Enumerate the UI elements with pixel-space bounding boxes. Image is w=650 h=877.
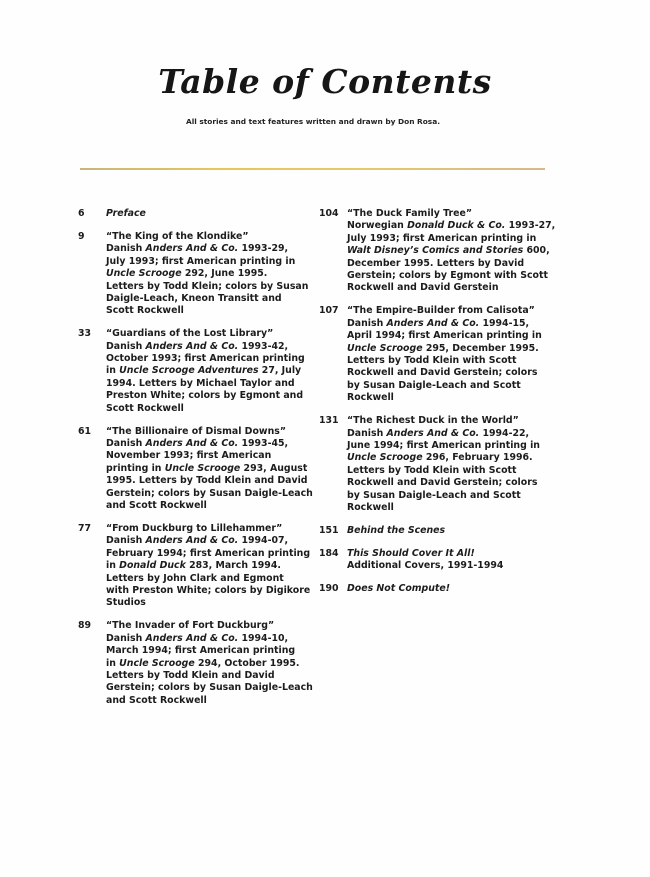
story-title: “The Duck Family Tree”: [347, 208, 472, 219]
publication-name: Donald Duck: [119, 560, 186, 572]
publication-name: Anders And & Co.: [145, 535, 239, 547]
credit-text: Norwegian: [347, 220, 408, 232]
publication-line: [347, 330, 559, 342]
feature-title: Preface: [106, 208, 146, 219]
publication-name: Uncle Scrooge: [119, 657, 195, 669]
credit-text: 1993-45,: [238, 438, 289, 449]
credit-text: by Susan Daigle-Leach and Scott: [347, 489, 521, 501]
publication-name: Anders And & Co.: [145, 340, 239, 352]
story-title: “The Richest Duck in the World”: [347, 415, 519, 427]
story-title: “The Invader of Fort Duckburg”: [106, 620, 275, 632]
publication-line: [347, 282, 559, 294]
credit-text: June 1994; first American printing in: [347, 439, 540, 451]
credit-text: in: [106, 657, 120, 669]
publication-line: [106, 597, 318, 609]
page-subtitle: All stories and text features written and drawn by Don Rosa.: [186, 117, 441, 126]
toc-entry[interactable]: [319, 583, 559, 595]
credit-text: 296, February 1996.: [422, 452, 533, 464]
publication-name: Walt Disney’s Comics and Stories: [347, 245, 524, 257]
credit-text: Rockwell and David Gerstein; colors: [347, 477, 538, 489]
credit-text: March 1994; first American printing: [106, 645, 296, 657]
credit-text: July 1993; first American printing in: [106, 255, 296, 267]
credit-text: 292, June 1995.: [181, 268, 268, 280]
publication-line: [347, 452, 559, 464]
publication-line: [347, 270, 559, 282]
publication-line: [347, 502, 559, 514]
credit-text: 293, August: [240, 462, 308, 474]
publication-line: [347, 220, 559, 232]
entry-body: [106, 231, 318, 318]
story-title: “From Duckburg to Lillehammer”: [106, 522, 283, 534]
feature-title: Behind the Scenes: [347, 524, 446, 536]
story-title: “The King of the Klondike”: [106, 230, 249, 242]
entry-body: [106, 426, 318, 513]
publication-line: [106, 585, 318, 597]
credit-text: October 1993; first American printing: [106, 353, 305, 365]
credit-text: Daigle-Leach, Kneon Transitt and: [106, 292, 282, 304]
publication-name: Anders And & Co.: [145, 243, 239, 255]
toc-entry[interactable]: [78, 231, 318, 318]
credit-text: Gerstein; colors by Susan Daigle-Leach: [106, 682, 313, 694]
publication-name: Uncle Scrooge: [347, 342, 423, 354]
publication-name: Uncle Scrooge: [164, 462, 241, 474]
publication-line: [106, 243, 318, 255]
credit-text: Rockwell and David Gerstein: [347, 282, 499, 294]
credit-text: 1993-29,: [238, 243, 289, 255]
toc-left-column: [78, 208, 318, 718]
credit-text: Rockwell and David Gerstein; colors: [347, 367, 538, 379]
page-number: 107: [319, 305, 339, 317]
publication-line: [347, 355, 559, 367]
entry-body: [106, 523, 318, 610]
toc-entry[interactable]: [78, 426, 318, 513]
publication-line: [347, 380, 559, 392]
credit-text: in: [106, 365, 120, 377]
publication-line: [106, 560, 318, 572]
publication-line: [347, 490, 559, 502]
credit-text: 294, October 1995.: [194, 657, 300, 669]
page-number: 61: [78, 425, 92, 437]
publication-name: Anders And & Co.: [145, 632, 239, 644]
credit-text: 1993-27,: [505, 220, 556, 232]
credit-text: Studios: [106, 597, 146, 609]
entry-body: [347, 548, 559, 573]
publication-line: [106, 633, 318, 645]
credit-text: Letters by John Clark and Egmont: [106, 572, 284, 584]
entry-body: [347, 208, 559, 295]
page-number: 151: [319, 524, 339, 536]
credit-text: Danish: [106, 243, 146, 255]
credit-text: 1994-07,: [238, 535, 289, 547]
credit-text: 27, July: [258, 365, 302, 377]
toc-entry[interactable]: [319, 415, 559, 514]
entry-body: [347, 305, 559, 404]
publication-line: [106, 463, 318, 475]
publication-name: Uncle Scrooge Adventures: [119, 365, 259, 377]
toc-entry[interactable]: [78, 328, 318, 415]
publication-line: [347, 343, 559, 355]
publication-name: Anders And & Co.: [145, 438, 239, 449]
entry-body: [106, 208, 318, 220]
credit-text: by Susan Daigle-Leach and Scott: [347, 379, 521, 391]
credit-text: Rockwell: [347, 501, 394, 513]
page-number: 77: [78, 522, 92, 534]
publication-line: [347, 465, 559, 477]
credit-text: 1995. Letters by Todd Klein and David: [106, 475, 308, 487]
divider-rule: [80, 168, 545, 170]
publication-line: [106, 535, 318, 547]
toc-entry[interactable]: [319, 525, 559, 537]
entry-body: [106, 328, 318, 415]
credit-text: Danish: [106, 535, 146, 547]
publication-line: [106, 268, 318, 280]
credit-text: Additional Covers, 1991-1994: [347, 560, 504, 572]
publication-line: [106, 450, 318, 462]
credit-text: Danish: [106, 340, 146, 352]
page-number: 184: [319, 547, 339, 559]
publication-line: [106, 378, 318, 390]
credit-text: 600,: [523, 245, 550, 257]
credit-text: Rockwell: [347, 392, 394, 404]
publication-line: [106, 438, 318, 450]
publication-line: [106, 645, 318, 657]
toc-entry[interactable]: [319, 305, 559, 404]
publication-line: [106, 365, 318, 377]
publication-line: [106, 670, 318, 682]
story-title: “The Empire-Builder from Calisota”: [347, 305, 535, 317]
publication-line: [106, 341, 318, 353]
publication-line: [347, 428, 559, 440]
feature-title: This Should Cover It All!: [347, 547, 475, 559]
story-title: “Guardians of the Lost Library”: [106, 328, 274, 340]
publication-line: [106, 488, 318, 500]
toc-entry[interactable]: [78, 523, 318, 610]
toc-right-column: [319, 208, 559, 606]
entry-body: [347, 415, 559, 514]
publication-line: [347, 318, 559, 330]
credit-text: printing in: [106, 462, 165, 474]
credit-text: Letters by Todd Klein with Scott: [347, 354, 517, 366]
credit-text: Gerstein; colors by Egmont with Scott: [347, 270, 548, 282]
publication-name: Anders And & Co.: [386, 317, 480, 329]
toc-entry[interactable]: [319, 208, 559, 295]
page-title: Table of Contents: [158, 62, 492, 101]
credit-text: in: [106, 560, 120, 572]
publication-line: [347, 245, 559, 257]
page-number: 89: [78, 620, 92, 632]
page-number: 190: [319, 583, 339, 595]
credit-text: with Preston White; colors by Digikore: [106, 584, 311, 596]
credit-text: and Scott Rockwell: [106, 500, 207, 512]
credit-text: Danish: [347, 317, 387, 329]
entry-body: [106, 620, 318, 707]
credit-text: April 1994; first American printing in: [347, 330, 542, 342]
page-number: 9: [78, 230, 85, 242]
credit-text: Letters by Todd Klein with Scott: [347, 464, 517, 476]
entry-body: [347, 583, 559, 595]
toc-entry[interactable]: [319, 548, 559, 573]
publication-line: [106, 658, 318, 670]
credit-text: Danish: [106, 632, 146, 644]
entry-body: [347, 525, 559, 537]
page-number: 33: [78, 328, 92, 340]
credit-text: and Scott Rockwell: [106, 694, 207, 706]
credit-text: July 1993; first American printing in: [347, 232, 537, 244]
page-number: 131: [319, 415, 339, 427]
toc-entry[interactable]: [78, 208, 318, 220]
publication-name: Uncle Scrooge: [347, 452, 423, 464]
credit-text: 1993-42,: [238, 340, 289, 352]
credit-text: Preston White; colors by Egmont and: [106, 390, 304, 402]
credit-text: December 1995. Letters by David: [347, 257, 525, 269]
publication-line: [106, 500, 318, 512]
publication-line: [106, 475, 318, 487]
credit-text: Scott Rockwell: [106, 402, 184, 414]
publication-line: [347, 560, 559, 572]
page-number: 104: [319, 208, 339, 219]
publication-line: [106, 548, 318, 560]
credit-text: 283, March 1994.: [185, 560, 281, 572]
story-title: “The Billionaire of Dismal Downs”: [106, 425, 286, 437]
credit-text: Danish: [347, 427, 387, 439]
publication-name: Donald Duck & Co.: [407, 220, 506, 232]
publication-line: [347, 258, 559, 270]
publication-line: [106, 353, 318, 365]
credit-text: 1994-15,: [479, 317, 530, 329]
publication-line: [106, 305, 318, 317]
publication-line: [347, 233, 559, 245]
publication-line: [106, 682, 318, 694]
credit-text: Scott Rockwell: [106, 305, 184, 317]
credit-text: Gerstein; colors by Susan Daigle-Leach: [106, 487, 313, 499]
publication-line: [347, 440, 559, 452]
page-number: 6: [78, 208, 85, 219]
toc-entry[interactable]: [78, 620, 318, 707]
publication-line: [106, 293, 318, 305]
publication-line: [347, 367, 559, 379]
credit-text: Letters by Todd Klein; colors by Susan: [106, 280, 309, 292]
credit-text: Letters by Todd Klein and David: [106, 669, 275, 681]
publication-name: Anders And & Co.: [386, 427, 480, 439]
feature-title: Does Not Compute!: [347, 583, 451, 595]
credit-text: 1994-22,: [479, 427, 530, 439]
credit-text: November 1993; first American: [106, 450, 272, 462]
publication-line: [106, 403, 318, 415]
publication-name: Uncle Scrooge: [106, 268, 182, 280]
publication-line: [106, 390, 318, 402]
credit-text: 295, December 1995.: [422, 342, 539, 354]
publication-line: [106, 256, 318, 268]
credit-text: Danish: [106, 438, 146, 449]
publication-line: [106, 573, 318, 585]
credit-text: 1994-10,: [238, 632, 289, 644]
publication-line: [347, 477, 559, 489]
publication-line: [347, 392, 559, 404]
credit-text: February 1994; first American printing: [106, 547, 311, 559]
credit-text: 1994. Letters by Michael Taylor and: [106, 377, 295, 389]
publication-line: [106, 281, 318, 293]
publication-line: [106, 695, 318, 707]
